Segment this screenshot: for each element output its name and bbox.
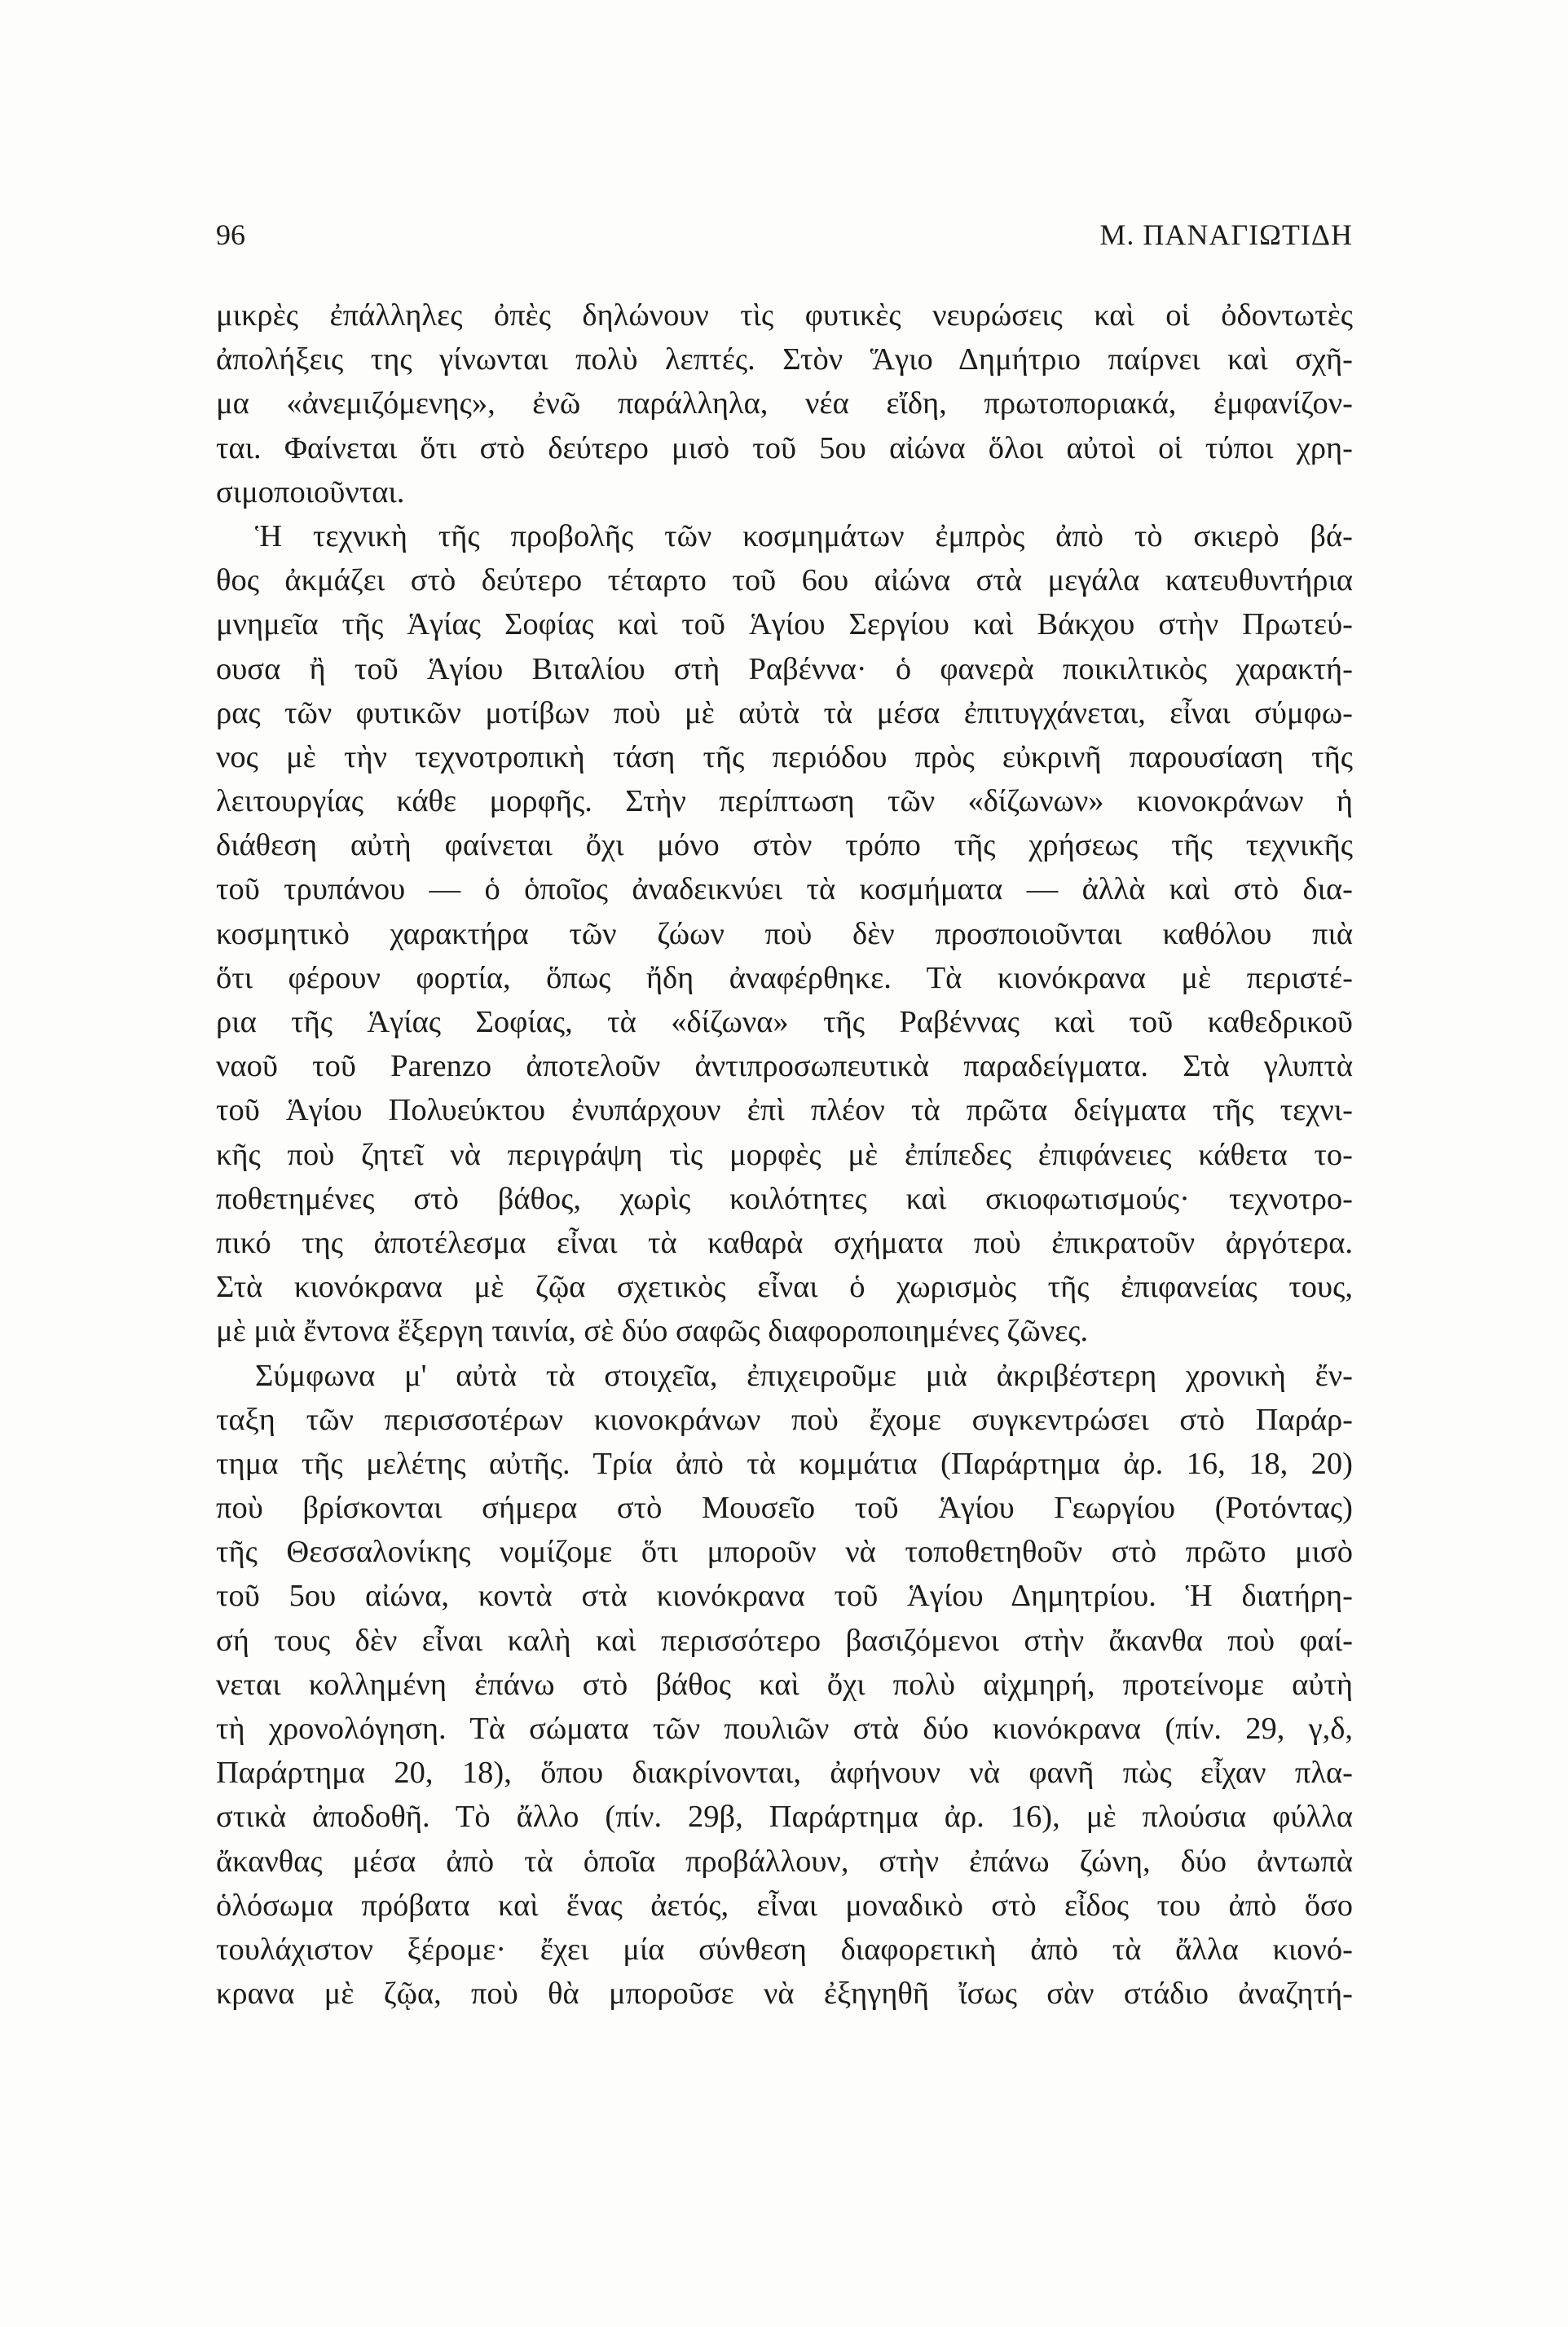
text-line: ποὺ βρίσκονται σήμερα στὸ Μουσεῖο τοῦ Ἁγίου Γεωργίου (Ροτόντας)	[216, 1491, 1353, 1526]
text-line: μνημεῖα τῆς Ἁγίας Σοφίας καὶ τοῦ Ἁγίου Σεργίου καὶ Βάκχου στὴν Πρωτεύ-	[216, 607, 1353, 642]
text-line: Στὰ κιονόκρανα μὲ ζῷα σχετικὸς εἶναι ὁ χωρισμὸς τῆς ἐπιφανείας τους,	[216, 1270, 1353, 1305]
page-number: 96	[216, 218, 245, 251]
text-line: ὅτι φέρουν φορτία, ὅπως ἤδη ἀναφέρθηκε. Τὰ κιονόκρανα μὲ περιστέ-	[216, 960, 1353, 995]
text-line: σή τους δὲν εἶναι καλὴ καὶ περισσότερο βασιζόμενοι στὴν ἄκανθα ποὺ φαί-	[216, 1623, 1353, 1658]
running-head	[216, 210, 1353, 259]
text-line: τῆς Θεσσαλονίκης νομίζομε ὅτι μποροῦν νὰ τοποθετηθοῦν στὸ πρῶτο μισὸ	[216, 1535, 1353, 1570]
text-line: μα «ἀνεμιζόμενης», ἐνῶ παράλληλα, νέα εἴδη, πρωτοποριακά, ἐμφανίζον-	[216, 386, 1353, 421]
text-line: τουλάχιστον ξέρομε· ἔχει μία σύνθεση διαφορετικὴ ἀπὸ τὰ ἄλλα κιονό-	[216, 1932, 1353, 1967]
text-line: τοῦ τρυπάνου — ὁ ὁποῖος ἀναδεικνύει τὰ κοσμήματα — ἀλλὰ καὶ στὸ δια-	[216, 872, 1353, 907]
text-line: Παράρτημα 20, 18), ὅπου διακρίνονται, ἀφήνουν νὰ φανῆ πὼς εἶχαν πλα-	[216, 1756, 1353, 1791]
text-line: ἄκανθας μέσα ἀπὸ τὰ ὁποῖα προβάλλουν, στὴν ἐπάνω ζώνη, δύο ἀντωπὰ	[216, 1844, 1353, 1879]
text-line: διάθεση αὐτὴ φαίνεται ὄχι μόνο στὸν τρόπο τῆς χρήσεως τῆς τεχνικῆς	[216, 828, 1353, 863]
text-line: πικό της ἀποτέλεσμα εἶναι τὰ καθαρὰ σχήματα ποὺ ἐπικρατοῦν ἀργότερα.	[216, 1225, 1353, 1260]
text-line: νος μὲ τὴν τεχνοτροπικὴ τάση τῆς περιόδου πρὸς εὐκρινῆ παρουσίαση τῆς	[216, 739, 1353, 774]
text-line: τοῦ Ἁγίου Πολυεύκτου ἐνυπάρχουν ἐπὶ πλέον τὰ πρῶτα δείγματα τῆς τεχνι-	[216, 1093, 1353, 1128]
text-line: λειτουργίας κάθε μορφῆς. Στὴν περίπτωση τῶν «δίζωνων» κιονοκράνων ἡ	[216, 784, 1353, 819]
text-line: θος ἀκμάζει στὸ δεύτερο τέταρτο τοῦ 6ου αἰώνα στὰ μεγάλα κατευθυντήρια	[216, 563, 1353, 598]
text-line: Ἡ τεχνικὴ τῆς προβολῆς τῶν κοσμημάτων ἐμπρὸς ἀπὸ τὸ σκιερὸ βά-	[255, 518, 1353, 553]
text-line: ρας τῶν φυτικῶν μοτίβων ποὺ μὲ αὐτὰ τὰ μέσα ἐπιτυγχάνεται, εἶναι σύμφω-	[216, 695, 1353, 730]
text-line: ται. Φαίνεται ὅτι στὸ δεύτερο μισὸ τοῦ 5ου αἰώνα ὅλοι αὐτοὶ οἱ τύποι χρη-	[216, 430, 1353, 465]
text-line: κοσμητικὸ χαρακτήρα τῶν ζώων ποὺ δὲν προσποιοῦνται καθόλου πιὰ	[216, 916, 1353, 951]
paragraph	[216, 1354, 1353, 2016]
text-line: κῆς ποὺ ζητεῖ νὰ περιγράψη τὶς μορφὲς μὲ ἐπίπεδες ἐπιφάνειες κάθετα το-	[216, 1137, 1353, 1172]
text-line: τοῦ 5ου αἰώνα, κοντὰ στὰ κιονόκρανα τοῦ Ἁγίου Δημητρίου. Ἡ διατήρη-	[216, 1579, 1353, 1614]
paragraph	[216, 293, 1353, 514]
text-line: μὲ μιὰ ἔντονα ἔξεργη ταινία, σὲ δύο σαφῶς διαφοροποιημένες ζῶνες.	[216, 1314, 1089, 1349]
body-text	[216, 293, 1353, 2016]
text-line: ὁλόσωμα πρόβατα καὶ ἕνας ἀετός, εἶναι μοναδικὸ στὸ εἶδος του ἀπὸ ὅσο	[216, 1888, 1353, 1923]
text-line: Σύμφωνα μ' αὐτὰ τὰ στοιχεῖα, ἐπιχειροῦμε μιὰ ἀκριβέστερη χρονικὴ ἔν-	[255, 1358, 1353, 1393]
text-line: νεται κολλημένη ἐπάνω στὸ βάθος καὶ ὄχι πολὺ αἰχμηρή, προτείνομε αὐτὴ	[216, 1667, 1353, 1702]
text-line: ουσα ἢ τοῦ Ἁγίου Βιταλίου στὴ Ραβέννα· ὁ φανερὰ ποικιλτικὸς χαρακτή-	[216, 651, 1353, 686]
text-line: κρανα μὲ ζῷα, ποὺ θὰ μποροῦσε νὰ ἐξηγηθῆ ἴσως σὰν στάδιο ἀναζητή-	[216, 1977, 1353, 2012]
text-line: ρια τῆς Ἁγίας Σοφίας, τὰ «δίζωνα» τῆς Ραβέννας καὶ τοῦ καθεδρικοῦ	[216, 1005, 1353, 1039]
text-line: ταξη τῶν περισσοτέρων κιονοκράνων ποὺ ἔχομε συγκεντρώσει στὸ Παράρ-	[216, 1402, 1353, 1437]
text-line: μικρὲς ἐπάλληλες ὀπὲς δηλώνουν τὶς φυτικὲς νευρώσεις καὶ οἱ ὀδοντωτὲς	[216, 298, 1353, 333]
text-line: στικὰ ἀποδοθῆ. Τὸ ἄλλο (πίν. 29β, Παράρτημα ἀρ. 16), μὲ πλούσια φύλλα	[216, 1800, 1353, 1835]
text-line: τημα τῆς μελέτης αὐτῆς. Τρία ἀπὸ τὰ κομμάτια (Παράρτημα ἀρ. 16, 18, 20)	[216, 1446, 1353, 1481]
text-line: ἀπολήξεις της γίνωνται πολὺ λεπτές. Στὸν Ἅγιο Δημήτριο παίρνει καὶ σχῆ-	[216, 342, 1353, 377]
running-head-author: Μ. ΠΑΝΑΓΙΩΤΙΔΗ	[1099, 218, 1353, 251]
text-line: σιμοποιοῦνται.	[216, 474, 405, 509]
text-line: ναοῦ τοῦ Parenzo ἀποτελοῦν ἀντιπροσωπευτικὰ παραδείγματα. Στὰ γλυπτὰ	[216, 1049, 1353, 1084]
paragraph	[216, 514, 1353, 1354]
text-line: τὴ χρονολόγηση. Τὰ σώματα τῶν πουλιῶν στὰ δύο κιονόκρανα (πίν. 29, γ,δ,	[216, 1712, 1353, 1746]
text-line: ποθετημένες στὸ βάθος, χωρὶς κοιλότητες καὶ σκιοφωτισμούς· τεχνοτρο-	[216, 1181, 1353, 1216]
